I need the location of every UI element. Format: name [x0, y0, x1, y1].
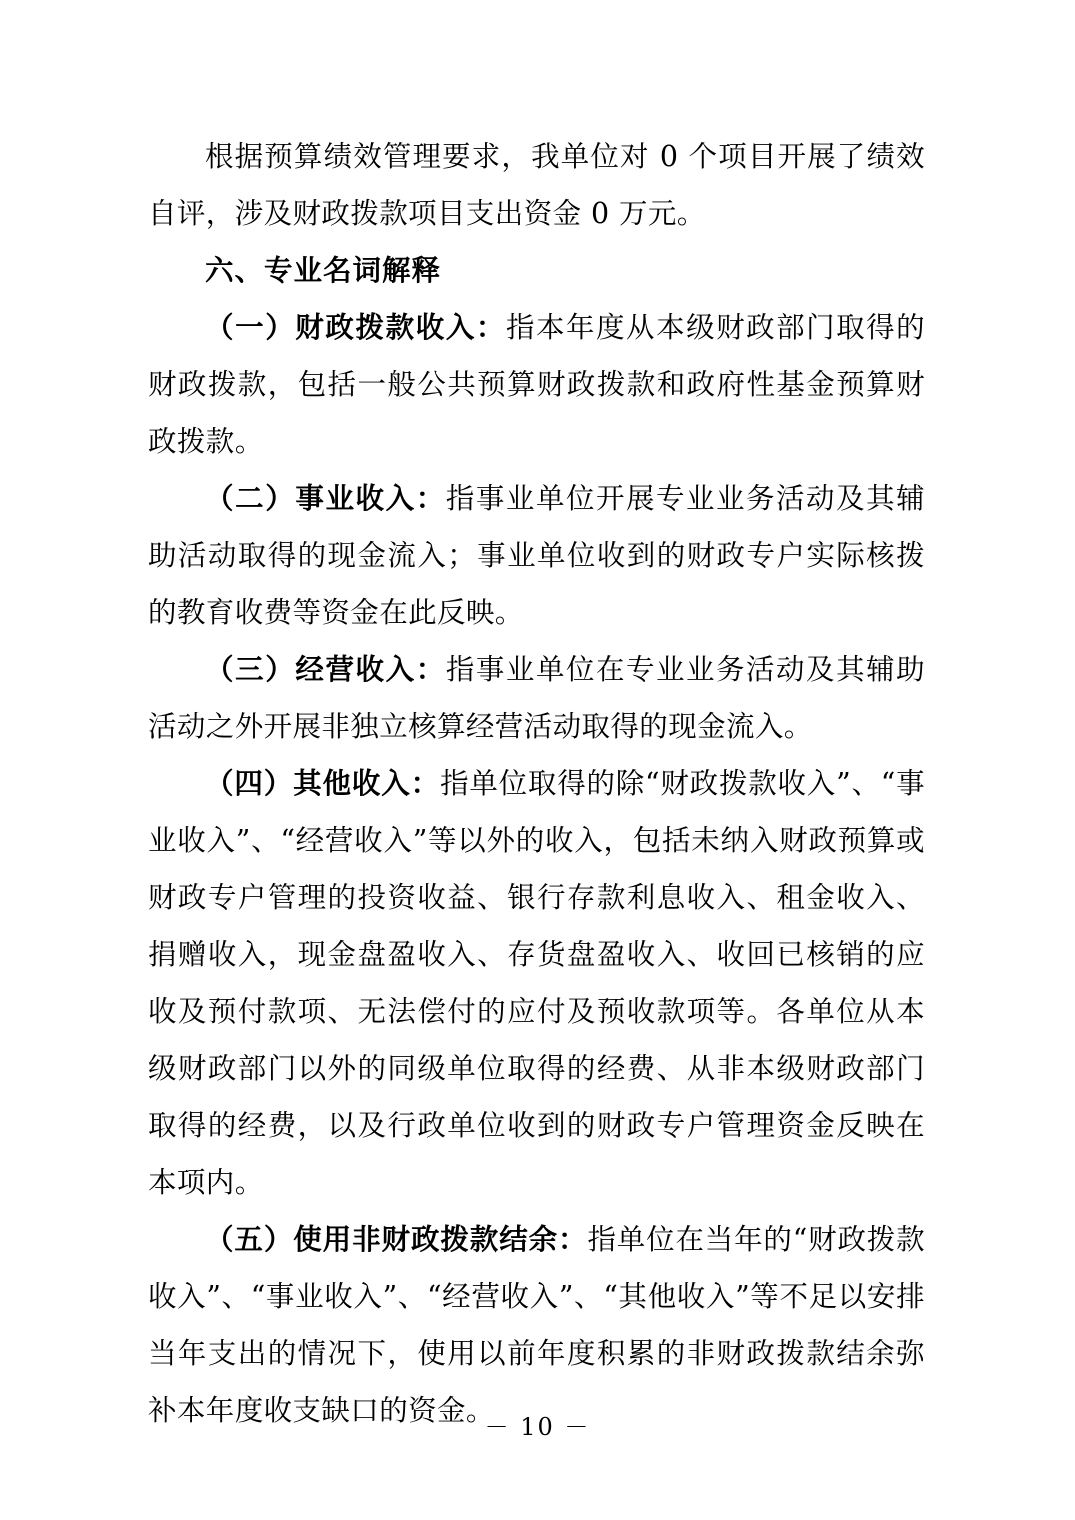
term-business-income — [148, 470, 925, 641]
term-text: 指单位取得的除“财政拨款收入”、“事业收入”、“经营收入”等以外的收入，包括未纳入财政预算或财政专户管理的投资收益、银行存款利息收入、租金收入、捐赠收入，现金盘盈收入、存货盘盈收入、收回已核销的应收及预付款项、无法偿付的应付及预收款项等。各单位从本级财政部门以外的同级单位取得的经费、从非本级财政部门取得的经费，以及行政单位收到的财政专户管理资金反映在本项内。 — [148, 767, 925, 1199]
term-fiscal-appropriation-income — [148, 299, 925, 470]
term-other-income — [148, 755, 925, 1211]
term-text: 指事业单位在专业业务活动及其辅助活动之外开展非独立核算经营活动取得的现金流入。 — [148, 653, 925, 743]
document-body — [148, 128, 925, 1439]
term-label: （三）经营收入： — [205, 652, 446, 686]
term-text: 指本年度从本级财政部门取得的财政拨款，包括一般公共预算财政拨款和政府性基金预算财政拨款。 — [148, 311, 925, 458]
section-heading-professional-terms: 六、专业名词解释 — [205, 253, 442, 287]
term-text: 指单位在当年的“财政拨款收入”、“事业收入”、“经营收入”、“其他收入”等不足以安排当年支出的情况下，使用以前年度积累的非财政拨款结余弥补本年度收支缺口的资金。 — [148, 1223, 925, 1427]
term-label: （四）其他收入： — [205, 766, 441, 800]
term-label: （一）财政拨款收入： — [205, 310, 507, 344]
term-label: （五）使用非财政拨款结余： — [205, 1222, 588, 1256]
term-operating-income — [148, 641, 925, 755]
page-footer-number: － 10 － — [484, 1413, 591, 1441]
term-label: （二）事业收入： — [205, 481, 446, 515]
term-text: 指事业单位开展专业业务活动及其辅助活动取得的现金流入；事业单位收到的财政专户实际核拨的教育收费等资金在此反映。 — [148, 482, 925, 629]
term-use-of-non-fiscal-balance — [148, 1211, 925, 1439]
paragraph-performance-self-eval: 根据预算绩效管理要求，我单位对 0 个项目开展了绩效自评，涉及财政拨款项目支出资金 0 万元。 — [148, 140, 925, 230]
